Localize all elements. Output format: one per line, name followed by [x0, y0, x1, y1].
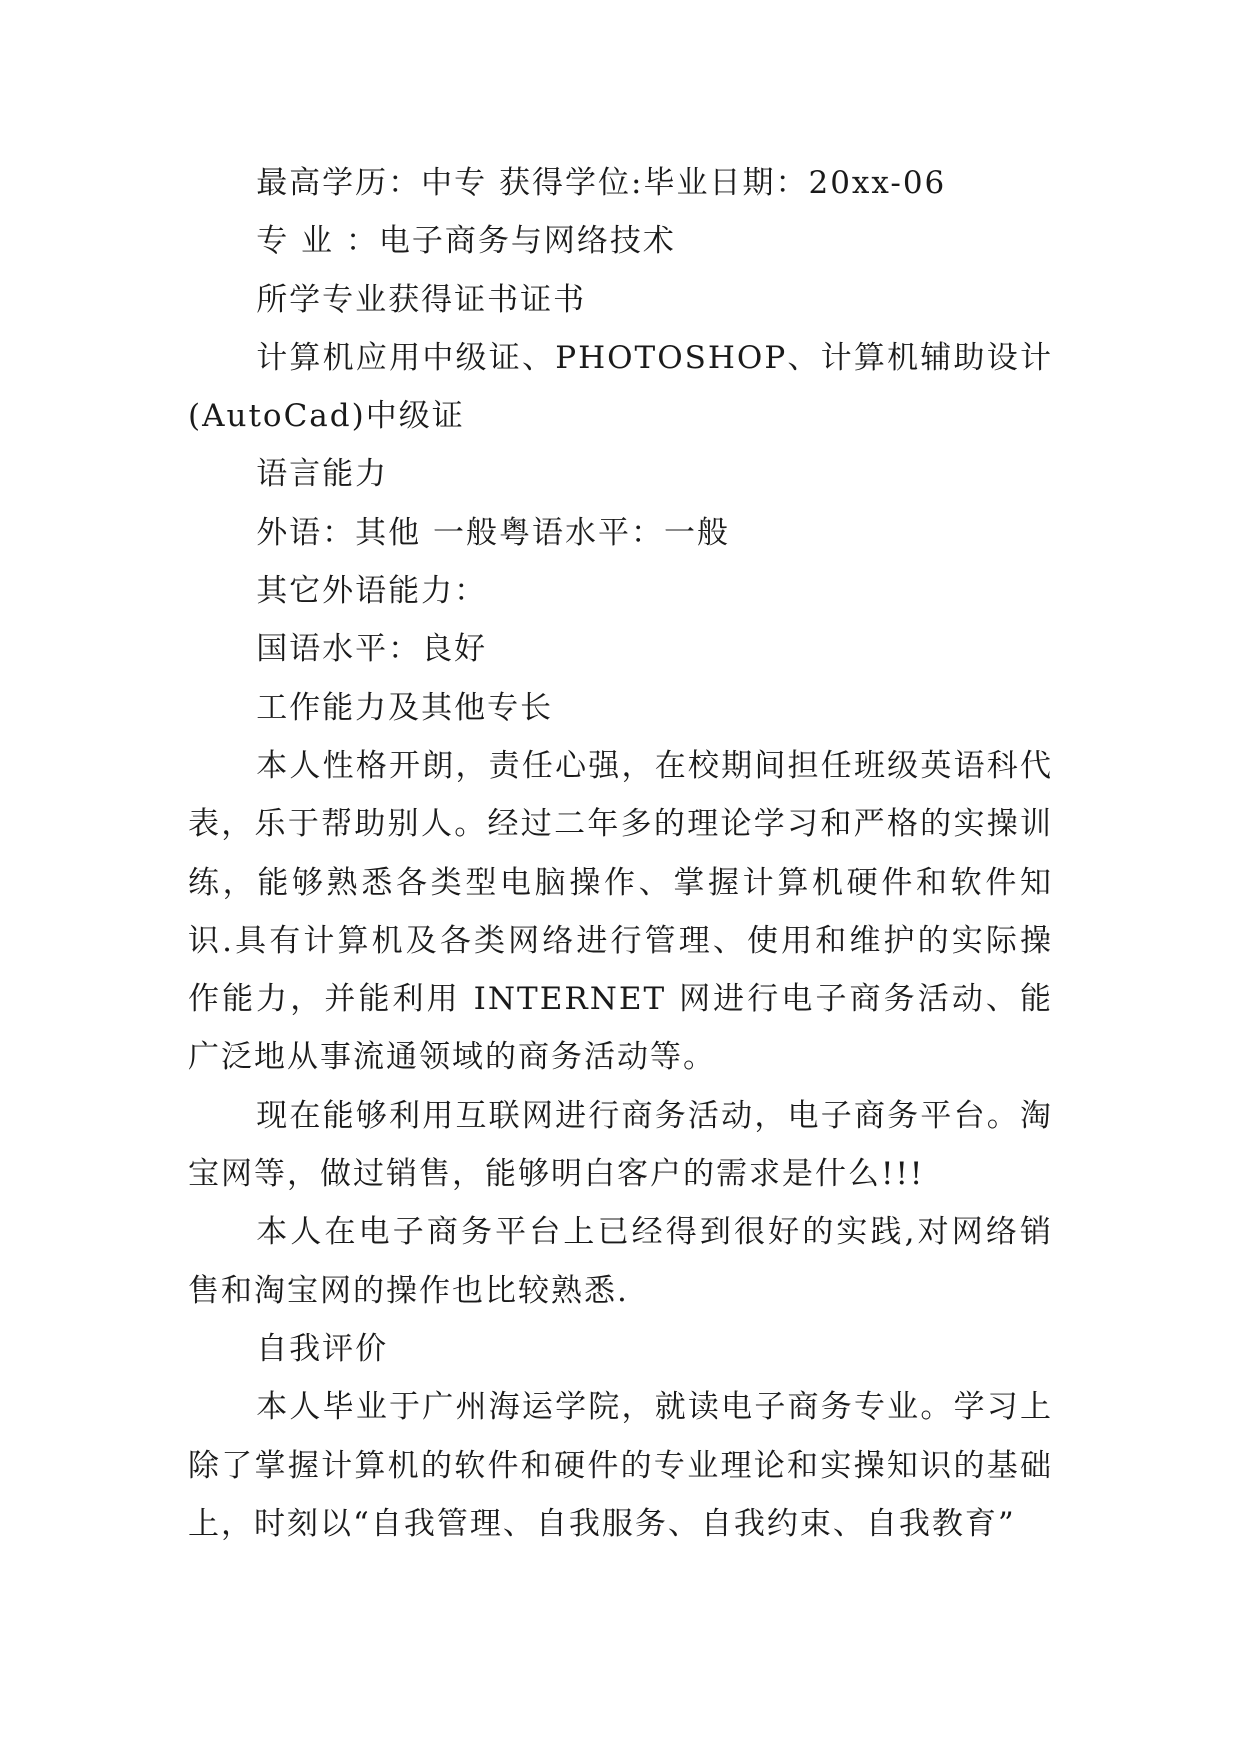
paragraph-practice: 本人在电子商务平台上已经得到很好的实践,对网络销售和淘宝网的操作也比较熟悉. [188, 1214, 1053, 1309]
paragraph-self-evaluation: 本人毕业于广州海运学院，就读电子商务专业。学习上除了掌握计算机的软件和硬件的专业理论和实操知识的基础上，时刻以“自我管理、自我服务、自我约束、自我教育” [188, 1389, 1053, 1542]
paragraph-mandarin: 国语水平：良好 [256, 631, 488, 668]
paragraph-language-heading: 语言能力 [256, 456, 389, 493]
paragraph-certificates: 计算机应用中级证、PHOTOSHOP、计算机辅助设计(AutoCad)中级证 [188, 339, 1053, 435]
paragraph-skills-heading: 工作能力及其他专长 [256, 689, 554, 726]
paragraph-major: 专 业 ：电子商务与网络技术 [256, 223, 676, 260]
paragraph-self-evaluation-heading: 自我评价 [256, 1330, 389, 1367]
paragraph-ecommerce: 现在能够利用互联网进行商务活动，电子商务平台。淘宝网等，做过销售，能够明白客户的需求是什么!!! [188, 1097, 1053, 1193]
paragraph-foreign-language: 外语：其他 一般粤语水平：一般 [256, 514, 731, 551]
paragraph-other-language: 其它外语能力： [256, 573, 488, 610]
document-body [188, 154, 1053, 1553]
paragraph-certificates-heading: 所学专业获得证书证书 [256, 281, 587, 318]
paragraph-education: 最高学历：中专 获得学位:毕业日期：20xx-06 [256, 165, 947, 201]
paragraph-skills: 本人性格开朗，责任心强，在校期间担任班级英语科代表，乐于帮助别人。经过二年多的理论学习和严格的实操训练，能够熟悉各类型电脑操作、掌握计算机硬件和软件知识.具有计算机及各类网络进行管理、使用和维护的实际操作能力，并能利用 INTERNET 网进行电子商务活动、能广泛地从事流通领域的商务活动等。 [188, 747, 1053, 1076]
